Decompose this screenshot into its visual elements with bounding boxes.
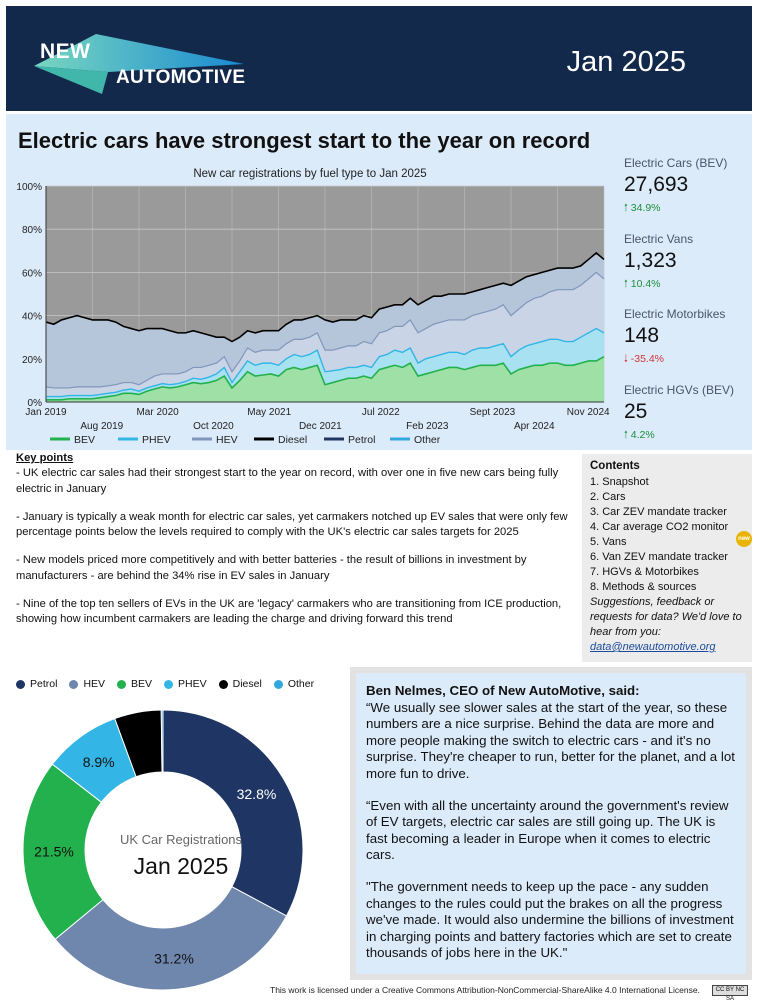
contents-item-vans[interactable] xyxy=(590,535,750,550)
x-tick-label: Apr 2024 xyxy=(513,421,555,432)
key-points-heading: Key points xyxy=(16,452,74,464)
x-tick-label: Nov 2024 xyxy=(566,407,610,418)
legend-label: BEV xyxy=(131,678,153,690)
donut-svg xyxy=(8,672,348,990)
donut-subtitle: Jan 2025 xyxy=(133,853,229,879)
x-tick-label: Feb 2023 xyxy=(406,421,449,432)
key-points xyxy=(16,451,581,641)
contents-item-methods[interactable]: 8. Methods & sources xyxy=(590,581,697,593)
key-point: - New models priced more competitively and with better batteries - the result of billions in investment by manufacturers - are behind the 34% rise in EV sales in January xyxy=(16,554,527,582)
quote-title: Ben Nelmes, CEO of New AutoMotive, said: xyxy=(366,683,640,698)
legend-label: Petrol xyxy=(348,434,376,446)
legend-phev xyxy=(164,678,207,690)
quote-paragraph: “We usually see slower sales at the start of the year, so these numbers are a nice surprise. Behind the data are more and more people making the switch to electric cars - and it's no surprise. They're cheaper to run, better for the planet, and a lot more fun to drive. xyxy=(366,699,735,781)
arrow-up-icon: 🠑 xyxy=(624,202,628,214)
overview-panel xyxy=(6,114,752,450)
kpi-change xyxy=(624,200,754,218)
legend-bev xyxy=(117,678,152,690)
registrations-donut-chart xyxy=(8,672,348,990)
kpi-change-value: 10.4% xyxy=(630,278,661,290)
y-tick-label: 0% xyxy=(27,398,42,409)
area-chart-svg xyxy=(6,166,614,450)
legend-petrol xyxy=(16,678,57,690)
chart-title: New car registrations by fuel type to Jan 2025 xyxy=(193,168,427,180)
arrow-up-icon: 🠑 xyxy=(624,429,628,441)
quote-paragraph: “Even with all the uncertainty around the government's review of EV targets, electric car sales are still going up. The UK is fast becoming a leader in Europe when it comes to electric cars. xyxy=(366,797,729,863)
contents-item-snapshot[interactable]: 1. Snapshot xyxy=(590,476,649,488)
legend-diesel xyxy=(219,678,262,690)
legend-dot-icon xyxy=(164,680,173,689)
legend-dot-icon xyxy=(219,680,228,689)
arrow-down-icon: 🠓 xyxy=(624,353,628,365)
contents-item-car-zev[interactable]: 3. Car ZEV mandate tracker xyxy=(590,506,727,518)
contents-item-cars[interactable]: 2. Cars xyxy=(590,491,626,503)
donut-slice-label: 8.9% xyxy=(82,754,115,771)
contents-item-hgvs[interactable]: 7. HGVs & Motorbikes xyxy=(590,566,699,578)
x-tick-label: Dec 2021 xyxy=(298,421,342,432)
quote-paragraph: "The government needs to keep up the pace - any sudden changes to the rules could put the brakes on all the progress we've made. It would also undermine the billions of investment in charging points and battery factories which are set to create thousands of jobs here in the UK." xyxy=(366,878,734,961)
kpi-label: Electric Vans xyxy=(624,232,694,246)
x-tick-label: Aug 2019 xyxy=(80,421,124,432)
y-tick-label: 40% xyxy=(21,311,42,323)
x-tick-label: Jan 2019 xyxy=(25,407,67,418)
legend-label: BEV xyxy=(74,434,96,446)
fuel-share-chart xyxy=(6,166,614,450)
legend-dot-icon xyxy=(117,680,126,689)
donut-slice-label: 32.8% xyxy=(236,785,277,802)
report-date: Jan 2025 xyxy=(566,46,686,78)
new-automotive-logo[interactable] xyxy=(34,34,249,96)
legend-label: PHEV xyxy=(178,678,207,690)
contents-item-van-zev[interactable]: 6. Van ZEV mandate tracker xyxy=(590,551,728,563)
legend-other xyxy=(274,678,314,690)
kpi-change-value: 34.9% xyxy=(630,202,661,214)
legend-label: Petrol xyxy=(30,678,58,690)
x-tick-label: Oct 2020 xyxy=(193,421,234,432)
logo-text-new: NEW xyxy=(40,40,91,63)
arrow-up-icon: 🠑 xyxy=(624,278,628,290)
legend-label: HEV xyxy=(83,678,106,690)
new-badge-icon: new xyxy=(736,531,752,547)
legend-label: Diesel xyxy=(232,678,262,690)
kpi-value: 148 xyxy=(624,324,660,347)
legend-dot-icon xyxy=(274,680,283,689)
legend-dot-icon xyxy=(69,680,78,689)
legend-label: HEV xyxy=(216,434,238,446)
legend-label: PHEV xyxy=(142,434,171,446)
kpi-electric-motorbikes xyxy=(624,307,754,369)
logo-text-automotive: AUTOMOTIVE xyxy=(116,67,246,88)
kpi-label: Electric Cars (BEV) xyxy=(624,156,728,170)
quote-card xyxy=(356,673,746,974)
contents-item-label: 5. Vans xyxy=(590,536,627,548)
ceo-quote xyxy=(350,667,752,980)
x-tick-label: May 2021 xyxy=(247,407,292,418)
legend-hev xyxy=(69,678,105,690)
legend-label: Other xyxy=(414,434,441,446)
donut-legend xyxy=(16,678,346,690)
header-bar xyxy=(6,6,752,111)
kpi-change xyxy=(624,351,754,369)
kpi-label: Electric HGVs (BEV) xyxy=(624,383,735,397)
kpi-change-value: 4.2% xyxy=(630,429,655,441)
donut-slice-other xyxy=(161,710,163,772)
kpi-change-value: -35.4% xyxy=(630,353,665,365)
kpi-change xyxy=(624,276,754,294)
donut-title: UK Car Registrations xyxy=(119,832,243,847)
legend-label: Other xyxy=(287,678,315,690)
contents-panel xyxy=(582,454,752,662)
kpi-electric-hgvs xyxy=(624,383,754,445)
contents-title: Contents xyxy=(590,460,640,472)
key-point: - January is typically a weak month for electric car sales, yet carmakers notched up EV sales that were only few percentage points below the levels required to comply with the UK's electric car sales targets for 2025 xyxy=(16,510,568,539)
donut-slice-label: 31.2% xyxy=(154,950,194,967)
y-tick-label: 60% xyxy=(21,268,42,280)
kpi-electric-cars xyxy=(624,156,754,218)
creative-commons-badge-icon[interactable]: CC BY NC SA xyxy=(712,985,748,996)
kpi-value: 27,693 xyxy=(624,173,689,196)
kpi-change xyxy=(624,427,754,445)
x-tick-label: Sept 2023 xyxy=(469,407,516,418)
donut-slice-label: 21.5% xyxy=(34,843,74,860)
kpi-value: 25 xyxy=(624,400,648,423)
y-tick-label: 80% xyxy=(21,225,42,237)
legend-label: Diesel xyxy=(278,434,308,446)
page-title: Electric cars have strongest start to the year on record xyxy=(18,128,591,153)
legend-dot-icon xyxy=(16,680,25,689)
kpi-value: 1,323 xyxy=(624,249,677,272)
x-tick-label: Mar 2020 xyxy=(136,407,179,418)
donut-hole xyxy=(85,772,241,928)
y-tick-label: 100% xyxy=(16,182,42,193)
y-tick-label: 20% xyxy=(21,354,42,366)
feedback-note: Suggestions, feedback or requests for data? We'd love to hear from you: xyxy=(590,596,742,638)
contact-email-link[interactable]: data@newautomotive.org xyxy=(590,641,716,653)
kpi-label: Electric Motorbikes xyxy=(624,307,726,321)
license-text[interactable]: This work is licensed under a Creative Commons Attribution-NonCommercial-ShareAlike 4.0 International License. xyxy=(270,985,700,995)
contents-item-co2[interactable]: 4. Car average CO2 monitor xyxy=(590,521,729,533)
kpi-electric-vans xyxy=(624,232,754,294)
key-point: - Nine of the top ten sellers of EVs in the UK are 'legacy' carmakers who are transitioning from ICE production, showing how incumbent carmakers are leading the charge and driving forward this trend xyxy=(16,598,562,626)
key-point: - UK electric car sales had their strongest start to the year on record, with over one in five new cars being fully electric in January xyxy=(16,467,559,495)
x-tick-label: Jul 2022 xyxy=(361,407,400,418)
